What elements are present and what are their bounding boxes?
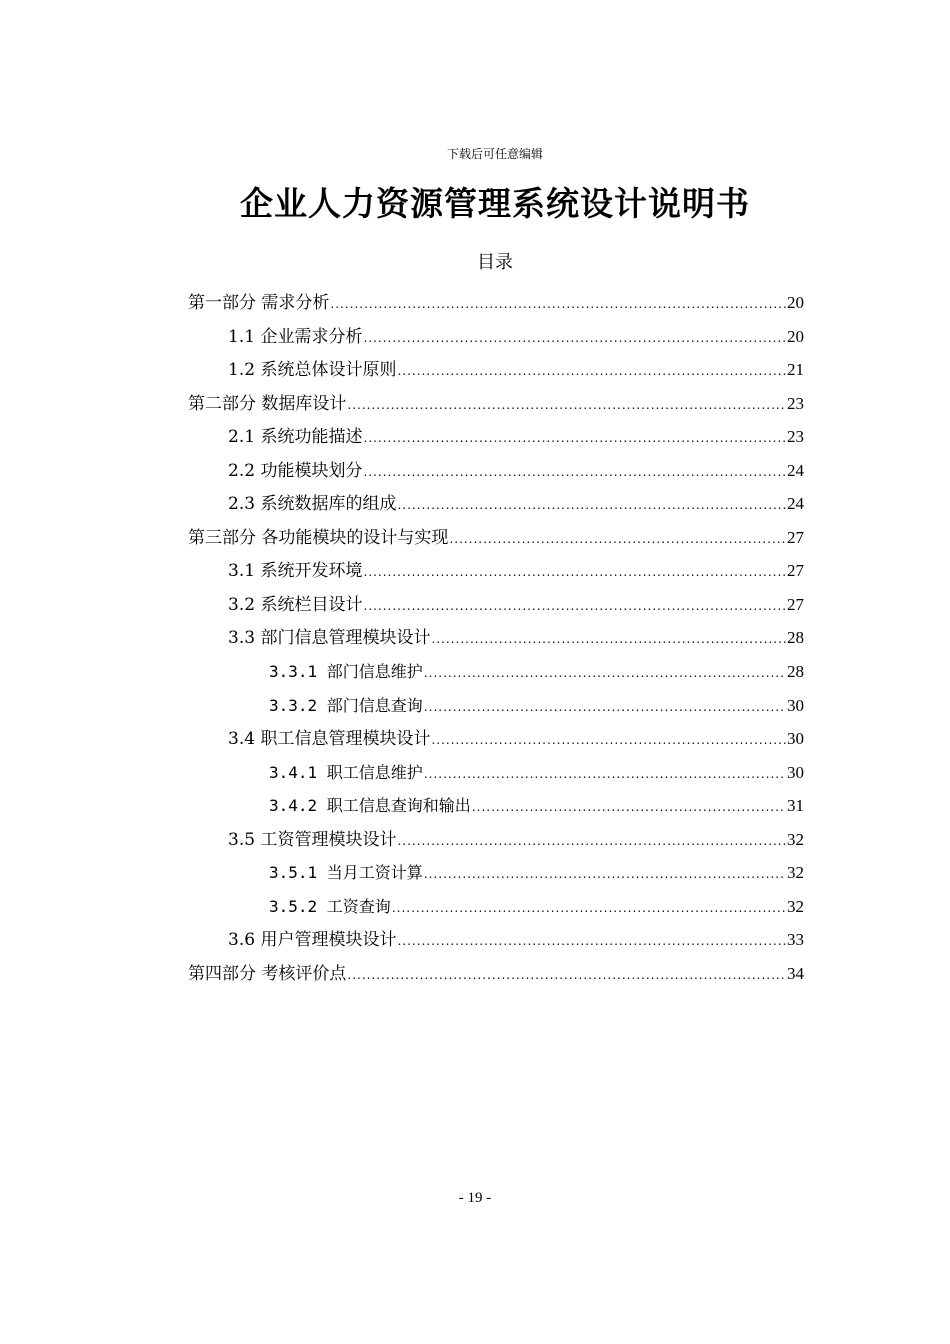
toc-entry-page: 30	[787, 695, 804, 715]
toc-entry[interactable]	[188, 621, 804, 655]
header-note: 下载后可任意编辑	[446, 147, 543, 161]
toc-dot-leader	[347, 959, 786, 993]
toc-dot-leader	[363, 590, 786, 624]
toc-entry-page: 20	[787, 293, 804, 312]
toc-entry-label: 3.4.2 职工信息查询和输出	[269, 796, 471, 816]
toc-entry-page: 27	[787, 527, 804, 547]
toc-entry[interactable]	[188, 923, 804, 957]
toc-dot-leader	[472, 791, 786, 825]
toc-entry-page: 27	[787, 561, 804, 581]
toc-entry-page: 24	[787, 460, 804, 480]
toc-entry-label: 2.3 系统数据库的组成	[228, 494, 397, 515]
toc-heading: 目录	[477, 252, 513, 273]
toc-dot-leader	[397, 489, 786, 523]
toc-entry-label: 3.2 系统栏目设计	[228, 594, 363, 615]
toc-dot-leader	[424, 858, 786, 892]
toc-entry-page: 23	[787, 393, 804, 413]
toc-entry-label: 1.1 企业需求分析	[228, 326, 363, 347]
toc-dot-leader	[392, 892, 786, 926]
toc-entry[interactable]	[188, 756, 804, 790]
toc-entry[interactable]	[188, 588, 804, 622]
toc-entry[interactable]	[188, 387, 804, 421]
toc-entry-page: 30	[787, 729, 804, 749]
toc-entry-page: 32	[787, 863, 804, 883]
toc-entry-page: 28	[787, 662, 804, 682]
toc-entry-label: 3.3.1 部门信息维护	[269, 662, 423, 682]
toc-dot-leader	[424, 657, 786, 691]
toc-entry-page: 32	[787, 896, 804, 916]
toc-entry-label: 第四部分 考核评价点	[188, 963, 347, 984]
toc-entry[interactable]	[188, 554, 804, 588]
toc-entry-page: 27	[787, 594, 804, 614]
toc-entry-label: 3.3 部门信息管理模块设计	[228, 628, 431, 649]
toc-entry-label: 3.3.2 部门信息查询	[269, 695, 423, 715]
toc-entry-label: 第一部分 需求分析	[188, 293, 330, 313]
toc-dot-leader	[363, 556, 786, 590]
toc-entry-label: 3.5.1 当月工资计算	[269, 863, 423, 883]
toc-entry-label: 3.5 工资管理模块设计	[228, 829, 397, 850]
toc-entry-label: 1.2 系统总体设计原则	[228, 360, 397, 381]
toc-dot-leader	[449, 523, 786, 557]
toc-entry[interactable]	[188, 789, 804, 823]
toc-entry-page: 30	[787, 762, 804, 782]
toc-entry-label: 3.4.1 职工信息维护	[269, 762, 423, 782]
toc-dot-leader	[397, 825, 786, 859]
toc-entry[interactable]	[188, 286, 804, 320]
toc-dot-leader	[363, 456, 786, 490]
toc-entry-page: 32	[787, 829, 804, 849]
toc-entry[interactable]	[188, 420, 804, 454]
toc-entry-label: 2.2 功能模块划分	[228, 460, 363, 481]
toc-entry[interactable]	[188, 722, 804, 756]
toc-dot-leader	[363, 322, 786, 356]
toc-entry-label: 第二部分 数据库设计	[188, 393, 347, 414]
toc-entry-page: 33	[787, 930, 804, 950]
toc-entry-label: 3.6 用户管理模块设计	[228, 930, 397, 951]
toc-entry-label: 3.5.2 工资查询	[269, 896, 391, 916]
toc-entry[interactable]	[188, 320, 804, 354]
toc-entry-label: 2.1 系统功能描述	[228, 427, 363, 448]
toc-entry[interactable]	[188, 655, 804, 689]
toc-entry[interactable]	[188, 823, 804, 857]
toc-dot-leader	[431, 623, 786, 657]
document-title: 企业人力资源管理系统设计说明书	[240, 184, 750, 223]
toc-entry-page: 31	[787, 796, 804, 816]
toc-dot-leader	[431, 724, 786, 758]
toc-entry-page: 24	[787, 494, 804, 514]
toc-entry[interactable]	[188, 521, 804, 555]
toc-dot-leader	[363, 422, 786, 456]
toc-dot-leader	[347, 389, 786, 423]
toc-entry-page: 20	[787, 326, 804, 346]
toc-dot-leader	[424, 691, 786, 725]
table-of-contents	[188, 286, 804, 990]
toc-entry[interactable]	[188, 353, 804, 387]
toc-entry-page: 21	[787, 360, 804, 380]
toc-entry[interactable]	[188, 957, 804, 991]
toc-entry[interactable]	[188, 856, 804, 890]
toc-entry-page: 34	[787, 963, 804, 983]
toc-entry[interactable]	[188, 689, 804, 723]
toc-entry-page: 23	[787, 427, 804, 447]
toc-entry-page: 28	[787, 628, 804, 648]
toc-entry-label: 3.4 职工信息管理模块设计	[228, 729, 431, 750]
toc-entry[interactable]	[188, 890, 804, 924]
toc-dot-leader	[424, 758, 786, 792]
toc-entry[interactable]	[188, 454, 804, 488]
toc-dot-leader	[397, 355, 786, 389]
toc-entry-label: 3.1 系统开发环境	[228, 561, 363, 582]
toc-entry-label: 第三部分 各功能模块的设计与实现	[188, 527, 449, 548]
toc-dot-leader	[397, 925, 786, 959]
toc-entry[interactable]	[188, 487, 804, 521]
toc-dot-leader	[330, 288, 786, 322]
page-number: - 19 -	[458, 1190, 492, 1206]
